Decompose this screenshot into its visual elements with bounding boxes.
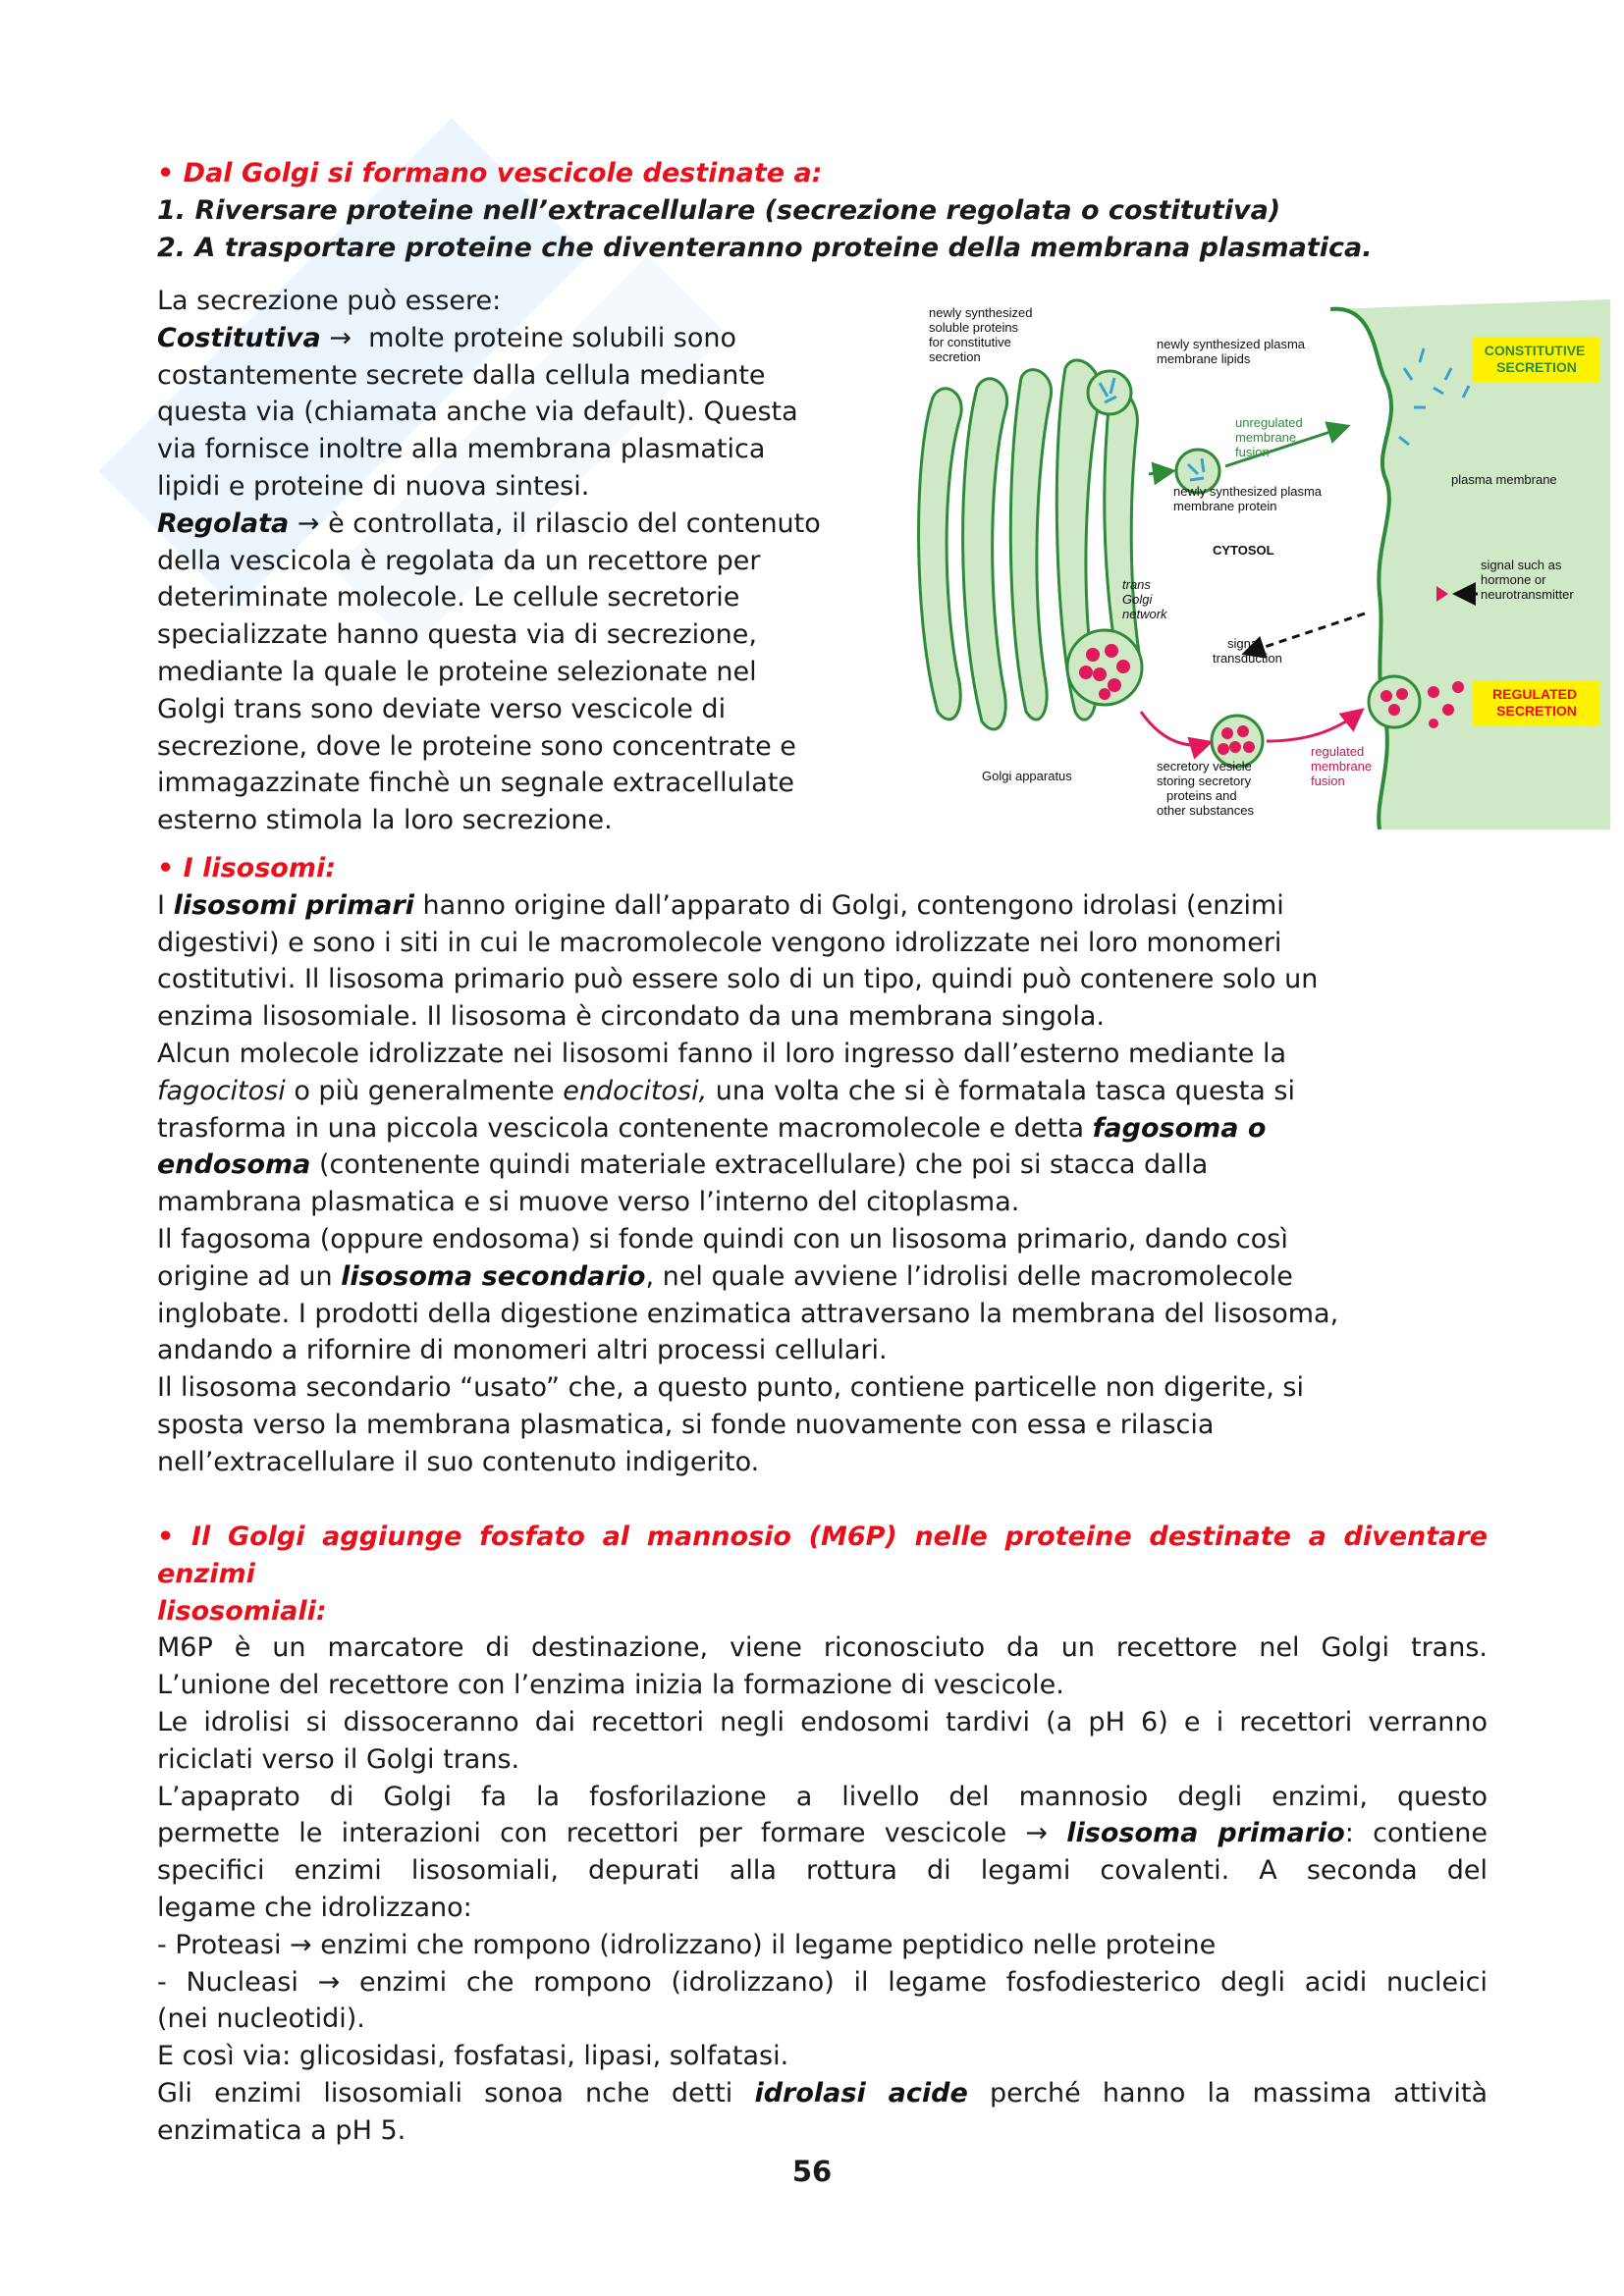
text-line: legame che idrolizzano: xyxy=(157,1892,472,1923)
label-constitutive-secretion: CONSTITUTIVE SECRETION xyxy=(1484,343,1586,375)
secretion-text xyxy=(157,283,821,839)
text-line: della vescicola è regolata da un recettore per xyxy=(157,545,761,576)
text-fragment: (contenente quindi materiale extracellulare) che poi si stacca dalla xyxy=(318,1149,1209,1181)
trans-golgi-vesicle xyxy=(1088,371,1131,414)
text-line: L’unione del recettore con l’enzima inizia la formazione di vescicole. xyxy=(157,1670,1064,1701)
text-fragment: una volta che si è formatala tasca questa si xyxy=(715,1075,1295,1106)
section-title: • Il Golgi aggiunge fosfato al mannosio (M6P) nelle proteine destinate a diventare enzimi xyxy=(157,1522,1488,1589)
label-regulated-secretion: REGULATED SECRETION xyxy=(1492,686,1578,719)
section-lysosomes xyxy=(157,850,1488,1481)
term-phagocytosis: fagocitosi xyxy=(157,1075,286,1106)
section-golgi-vesicles xyxy=(157,155,1373,266)
page-number: 56 xyxy=(791,2155,833,2188)
text-fragment: o più generalmente xyxy=(294,1075,555,1106)
text-line: specifici enzimi lisosomiali, depurati alla rottura di legami covalenti. A seconda del xyxy=(157,1855,1488,1887)
list-item: - Nucleasi → enzimi che rompono (idrolizzano) il legame fosfodiesterico degli acidi nucleici xyxy=(157,1966,1488,1998)
label-trans-golgi-network: trans Golgi network xyxy=(1122,577,1167,621)
term-endocytosis: endocitosi, xyxy=(563,1075,708,1106)
text-fragment: hanno origine dall’apparato di Golgi, contengono idrolasi (enzimi xyxy=(422,889,1284,921)
label-regulated-fusion: regulated membrane fusion xyxy=(1311,744,1373,788)
text-line: è controllata, il rilascio del contenuto xyxy=(328,507,821,539)
text-line: andando a rifornire di monomeri altri processi cellulari. xyxy=(157,1335,888,1366)
label-membrane-lipids: newly synthesized plasma membrane lipids xyxy=(1157,337,1306,366)
term-primary-lysosomes: lisosomi primari xyxy=(173,889,414,921)
text-line: enzimatica a pH 5. xyxy=(157,2114,406,2146)
text-line: mediante la quale le proteine selezionate nel xyxy=(157,656,757,687)
text-line: Le idrolisi si dissoceranno dai recettori negli endosomi tardivi (a pH 6) e i recettori verranno xyxy=(157,1706,1488,1737)
text-fragment: , nel quale avviene l’idrolisi delle macromolecole xyxy=(645,1260,1293,1292)
text-fragment: trasforma in una piccola vescicola contenente macromolecole e detta xyxy=(157,1112,1085,1144)
term-primary-lysosome: lisosoma primario xyxy=(1066,1818,1345,1849)
text-line: Golgi trans sono deviate verso vescicole di xyxy=(157,693,727,724)
arrow: → xyxy=(297,507,320,539)
text-line: E così via: glicosidasi, fosfatasi, lipasi, solfatasi. xyxy=(157,2041,789,2072)
text-line: L’apaprato di Golgi fa la fosforilazione a livello del mannosio degli enzimi, questo xyxy=(157,1781,1488,1812)
text-line: specializzate hanno questa via di secrezione, xyxy=(157,619,757,651)
text-line: costantemente secrete dalla cellula mediante xyxy=(157,359,766,391)
text-line: deteriminate molecole. Le cellule secretorie xyxy=(157,582,740,614)
term-constitutive: Costitutiva xyxy=(157,322,321,353)
arrow: → xyxy=(329,322,352,353)
text-line: Il lisosoma secondario “usato” che, a questo punto, contiene particelle non digerite, si xyxy=(157,1372,1304,1404)
text-line: sposta verso la membrana plasmatica, si fonde nuovamente con essa e rilascia xyxy=(157,1409,1215,1440)
text-line: Il fagosoma (oppure endosoma) si fonde quindi con un lisosoma primario, dando così xyxy=(157,1223,1288,1255)
text-line: immagazzinate finchè un segnale extracellulate xyxy=(157,768,795,799)
section-title: • I lisosomi: xyxy=(157,853,337,883)
text-line: (nei nucleotidi). xyxy=(157,2003,365,2035)
text-line: via fornisce inoltre alla membrana plasmatica xyxy=(157,434,766,465)
text-fragment: I xyxy=(157,889,165,921)
label-golgi-apparatus: Golgi apparatus xyxy=(982,769,1072,783)
text-line: esterno stimola la loro secrezione. xyxy=(157,805,613,836)
label-signal-transduction: signal transduction xyxy=(1213,636,1282,666)
section-title-cont: lisosomiali: xyxy=(157,1595,327,1627)
immature-secretory-vesicle xyxy=(1067,630,1142,705)
text-line: lipidi e proteine di nuova sintesi. xyxy=(157,470,590,502)
label-membrane-protein: newly synthesized plasma membrane protein xyxy=(1173,484,1323,513)
text-line: mambrana plasmatica e si muove verso l’interno del citoplasma. xyxy=(157,1187,1020,1218)
label-secretory-vesicle: secretory vesicle storing secretory proteins and other substances xyxy=(1157,759,1255,818)
text-line: costitutivi. Il lisosoma primario può essere solo di un tipo, quindi può contenere solo un xyxy=(157,964,1319,995)
text-line: secrezione, dove le proteine sono concentrate e xyxy=(157,730,796,762)
text-line: nell’extracellulare il suo contenuto indigerito. xyxy=(157,1446,760,1477)
secretion-intro: La secrezione può essere: xyxy=(157,286,502,316)
text-line: questa via (chiamata anche via default). Questa xyxy=(157,397,798,428)
label-cytosol: CYTOSOL xyxy=(1213,543,1274,558)
term-acid-hydrolases: idrolasi acide xyxy=(754,2077,968,2109)
text-line: enzima lisosomiale. Il lisosoma è circondato da una membrana singola. xyxy=(157,1001,1105,1033)
term-secondary-lysosome: lisosoma secondario xyxy=(341,1260,646,1292)
text-fragment: Gli enzimi lisosomiali sonoa nche detti xyxy=(157,2077,733,2109)
label-unregulated-fusion: unregulated membrane fusion xyxy=(1235,415,1303,459)
section-title: • Dal Golgi si formano vescicole destinate a: xyxy=(157,158,823,188)
text-line: M6P è un marcatore di destinazione, viene riconosciuto da un recettore nel Golgi trans. xyxy=(157,1632,1488,1664)
text-line: riciclati verso il Golgi trans. xyxy=(157,1743,520,1775)
text-fragment: : contiene xyxy=(1344,1818,1489,1849)
text-line: digestivi) e sono i siti in cui le macromolecole vengono idrolizzate nei loro monomeri xyxy=(157,927,1282,958)
list-item: - Proteasi → enzimi che rompono (idrolizzano) il legame peptidico nelle proteine xyxy=(157,1929,1217,1960)
term-regulated: Regolata xyxy=(157,507,290,539)
term-endosome: endosoma xyxy=(157,1149,311,1181)
golgi-secretion-figure xyxy=(913,299,1610,829)
label-soluble-proteins: newly synthesized soluble proteins for constitutive secretion xyxy=(929,305,1033,364)
text-fragment: origine ad un xyxy=(157,1260,333,1292)
text-line: inglobate. I prodotti della digestione enzimatica attraversano la membrana del lisosoma, xyxy=(157,1298,1339,1329)
text-line: molte proteine solubili sono xyxy=(368,322,737,353)
text-fragment: permette le interazioni con recettori per formare vescicole → xyxy=(157,1818,1049,1849)
text-fragment: perché hanno la massima attività xyxy=(989,2077,1488,2109)
section-m6p xyxy=(157,1519,1488,2150)
list-item: 2. A trasportare proteine che diventeranno proteine della membrana plasmatica. xyxy=(157,232,1373,263)
term-phagosome: fagosoma o xyxy=(1092,1112,1267,1144)
list-item: 1. Riversare proteine nell’extracellulare (secrezione regolata o costitutiva) xyxy=(157,194,1281,226)
text-line: Alcun molecole idrolizzate nei lisosomi fanno il loro ingresso dall’esterno mediante la xyxy=(157,1038,1287,1069)
label-plasma-membrane: plasma membrane xyxy=(1451,472,1557,487)
label-signal: signal such as hormone or neurotransmitter xyxy=(1481,558,1574,602)
